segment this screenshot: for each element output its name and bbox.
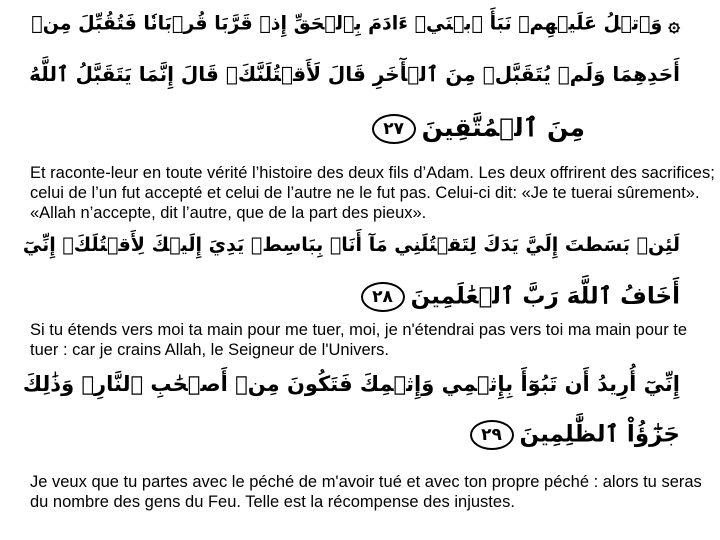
french-translation-28: Si tu étends vers moi ta main pour me tuer, moi, je n'étendrai pas vers toi ma main pour te tuer : car je crains Allah, le Seigneur de l'Univers. <box>30 321 688 359</box>
rub-el-hizb-ornament-icon: ۞ <box>668 12 680 36</box>
arabic-verse-29-line-1 <box>23 374 680 395</box>
french-translation-29: Je veux que tu partes avec le péché de m'avoir tué et avec ton propre péché : alors tu seras du nombre des gens du Feu. Telle est la récompense des injustes. <box>30 473 702 511</box>
arabic-verse-27-line-3 <box>366 114 585 144</box>
arabic-text: أَحَدِهِمَا وَلَمۡ يُتَقَبَّلۡ مِنَ ٱلۡأٓخَرِ قَالَ لَأَقۡتُلَنَّكَۖ قَالَ إِنَّمَا يَتَقَبَّلُ ٱللَّهُ <box>29 62 680 86</box>
arabic-text: مِنَ ٱلۡمُتَّقِينَ <box>421 113 585 142</box>
ayah-number-27-marker: ٢٧ <box>372 114 416 144</box>
arabic-text: جَزَٰٓؤُاْ ٱلظَّٰلِمِينَ <box>519 421 680 448</box>
arabic-verse-28-line-1 <box>23 236 680 255</box>
arabic-verse-29-line-2 <box>464 420 680 450</box>
arabic-text: وَٱتۡلُ عَلَيۡهِمۡ نَبَأَ ٱبۡنَيۡ ءَادَمَ بِٱلۡحَقِّ إِذۡ قَرَّبَا قُرۡبَانٗا فَتُقُبِّلَ مِنۡ <box>31 12 663 35</box>
ayah-number-29-marker: ٢٩ <box>470 420 514 450</box>
arabic-text: أَخَافُ ٱللَّهَ رَبَّ ٱلۡعَٰلَمِينَ <box>410 283 680 310</box>
arabic-text: إِنِّيٓ أُرِيدُ أَن تَبُوٓأَ بِإِثۡمِي وَإِثۡمِكَ فَتَكُونَ مِنۡ أَصۡحَٰبِ ٱلنَّارِۚ وَذَٰلِكَ <box>22 372 680 396</box>
arabic-verse-27-line-1 <box>31 14 680 34</box>
arabic-text: لَئِنۢ بَسَطتَ إِلَيَّ يَدَكَ لِتَقۡتُلَنِي مَآ أَنَا۠ بِبَاسِطٖ يَدِيَ إِلَيۡكَ لِأَقۡتُلَكَۖ إِنِّيٓ <box>22 234 680 256</box>
arabic-verse-27-line-2 <box>29 64 680 84</box>
french-translation-27: Et raconte-leur en toute vérité l’histoire des deux fils d’Adam. Les deux offrirent des sacrifices; celui de l’un fut accepté et celui de l’autre ne le fut pas. Celui-ci dit: «Je te tuerai sûrement». «Allah n’accepte, dit l’autre, que de la part des pieux». <box>30 164 715 222</box>
ayah-number-28-marker: ٢٨ <box>361 282 405 312</box>
arabic-verse-28-line-2 <box>355 282 680 312</box>
